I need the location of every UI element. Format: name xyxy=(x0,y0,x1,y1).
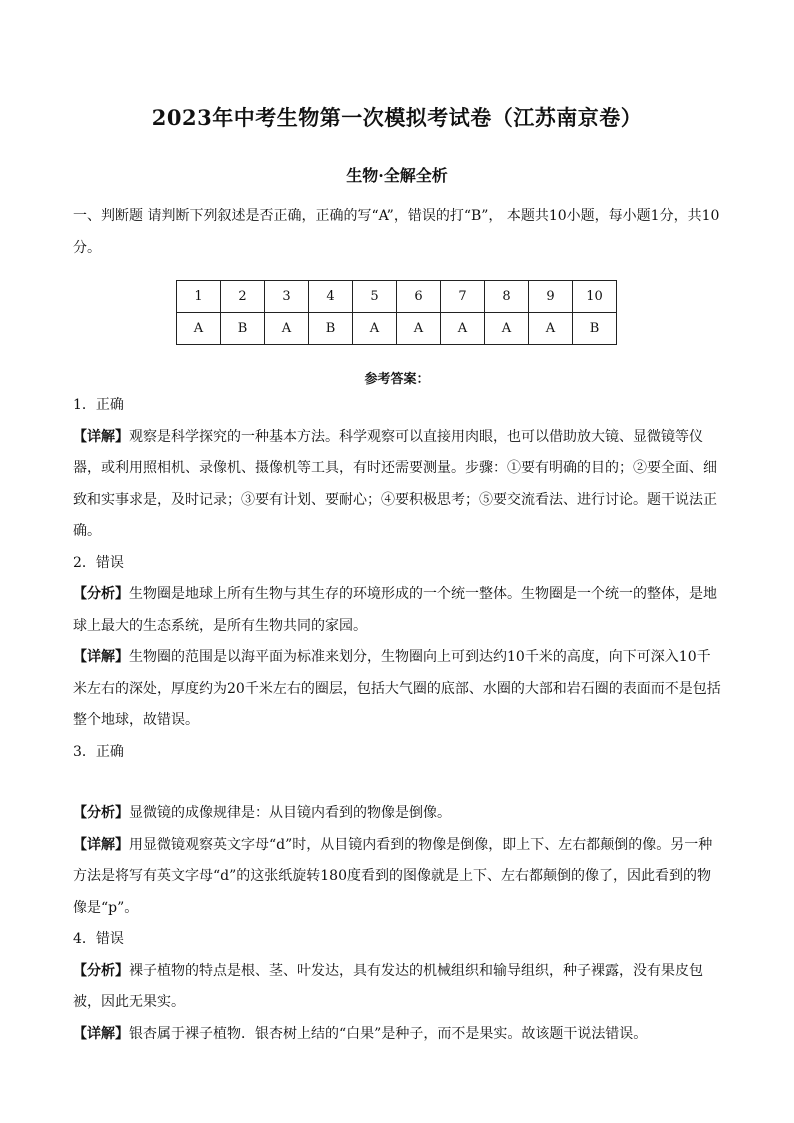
item-heading: 2．错误 xyxy=(73,554,124,571)
paragraph-text: 显微镜的成像规律是：从目镜内看到的物像是倒像。 xyxy=(129,805,451,821)
answer-cell: A xyxy=(529,313,573,345)
paragraph-tag: 【详解】 xyxy=(73,649,129,665)
paragraph-text: 用显微镜观察英文字母“d”时，从目镜内看到的物像是倒像，即上下、左右都颠倒的像。另一种方法是将写有英文字母“d”的这张纸旋转180度看到的图像就是上下、左右都颠倒的像了，因此看到的物像是“p”。 xyxy=(73,836,713,916)
section-instructions: 一、判断题 请判断下列叙述是否正确，正确的写“A”，错误的打“B”， 本题共10小题，每小题1分，共10分。 xyxy=(73,208,720,256)
question-number-cell: 10 xyxy=(573,281,617,313)
question-number-cell: 5 xyxy=(353,281,397,313)
page-subtitle: 生物·全解全析 xyxy=(346,166,448,185)
question-number-cell: 6 xyxy=(397,281,441,313)
answer-explanations xyxy=(73,390,723,1050)
question-number-cell: 7 xyxy=(441,281,485,313)
page-title: 2023年中考生物第一次模拟考试卷（江苏南京卷） xyxy=(151,105,643,130)
reference-answers-heading: 参考答案： xyxy=(364,372,430,387)
answer-cell: A xyxy=(353,313,397,345)
explanation-paragraph xyxy=(73,642,723,737)
answer-cell: A xyxy=(485,313,529,345)
question-number-cell: 1 xyxy=(177,281,221,313)
explanation-paragraph xyxy=(73,579,723,642)
paragraph-text: 生物圈是地球上所有生物与其生存的环境形成的一个统一整体。生物圈是一个统一的整体，是地球上最大的生态系统，是所有生物共同的家园。 xyxy=(73,586,717,634)
answer-cell: A xyxy=(397,313,441,345)
answer-cell: B xyxy=(221,313,265,345)
answer-cell: B xyxy=(573,313,617,345)
item-heading: 1．正确 xyxy=(73,397,124,413)
answer-cell: B xyxy=(309,313,353,345)
answer-row xyxy=(177,313,617,345)
question-number-row xyxy=(177,281,617,313)
paragraph-text: 裸子植物的特点是根、茎、叶发达，具有发达的机械组织和输导组织，种子裸露，没有果皮包被，因此无果实。 xyxy=(73,962,703,1010)
paragraph-text: 生物圈的范围是以海平面为标准来划分，生物圈向上可到达约10千米的高度，向下可深入10千米左右的深处，厚度约为20千米左右的圈层，包括大气圈的底部、水圈的大部和岩石圈的表面而不是包括整个地球，故错误。 xyxy=(73,649,721,728)
explanation-paragraph xyxy=(73,1019,723,1051)
paragraph-text: 银杏属于裸子植物．银杏树上结的“白果”是种子，而不是果实。故该题干说法错误。 xyxy=(129,1025,648,1042)
item-heading: 3．正确 xyxy=(73,743,124,760)
paragraph-tag: 【分析】 xyxy=(73,962,129,979)
item-heading: 4．错误 xyxy=(73,931,124,947)
paragraph-tag: 【分析】 xyxy=(73,586,129,602)
paragraph-text: 观察是科学探究的一种基本方法。科学观察可以直接用肉眼，也可以借助放大镜、显微镜等仪器，或利用照相机、录像机、摄像机等工具，有时还需要测量。步骤：①要有明确的目的；②要全面、细致和实事求是，及时记录；③要有计划、要耐心；④要积极思考；⑤要交流看法、进行讨论。题干说法正确。 xyxy=(73,428,717,539)
paragraph-tag: 【详解】 xyxy=(73,1025,129,1042)
paragraph-tag: 【分析】 xyxy=(73,805,129,821)
explanation-paragraph xyxy=(73,830,723,925)
answer-cell: A xyxy=(441,313,485,345)
answer-cell: A xyxy=(265,313,309,345)
explanation-paragraph xyxy=(73,798,723,830)
question-number-cell: 2 xyxy=(221,281,265,313)
paragraph-tag: 【详解】 xyxy=(73,428,129,445)
answer-table xyxy=(176,280,617,345)
question-number-cell: 9 xyxy=(529,281,573,313)
question-number-cell: 4 xyxy=(309,281,353,313)
paragraph-tag: 【详解】 xyxy=(73,836,129,853)
question-number-cell: 8 xyxy=(485,281,529,313)
answer-cell: A xyxy=(177,313,221,345)
explanation-paragraph xyxy=(73,956,723,1019)
question-number-cell: 3 xyxy=(265,281,309,313)
explanation-paragraph xyxy=(73,422,723,548)
